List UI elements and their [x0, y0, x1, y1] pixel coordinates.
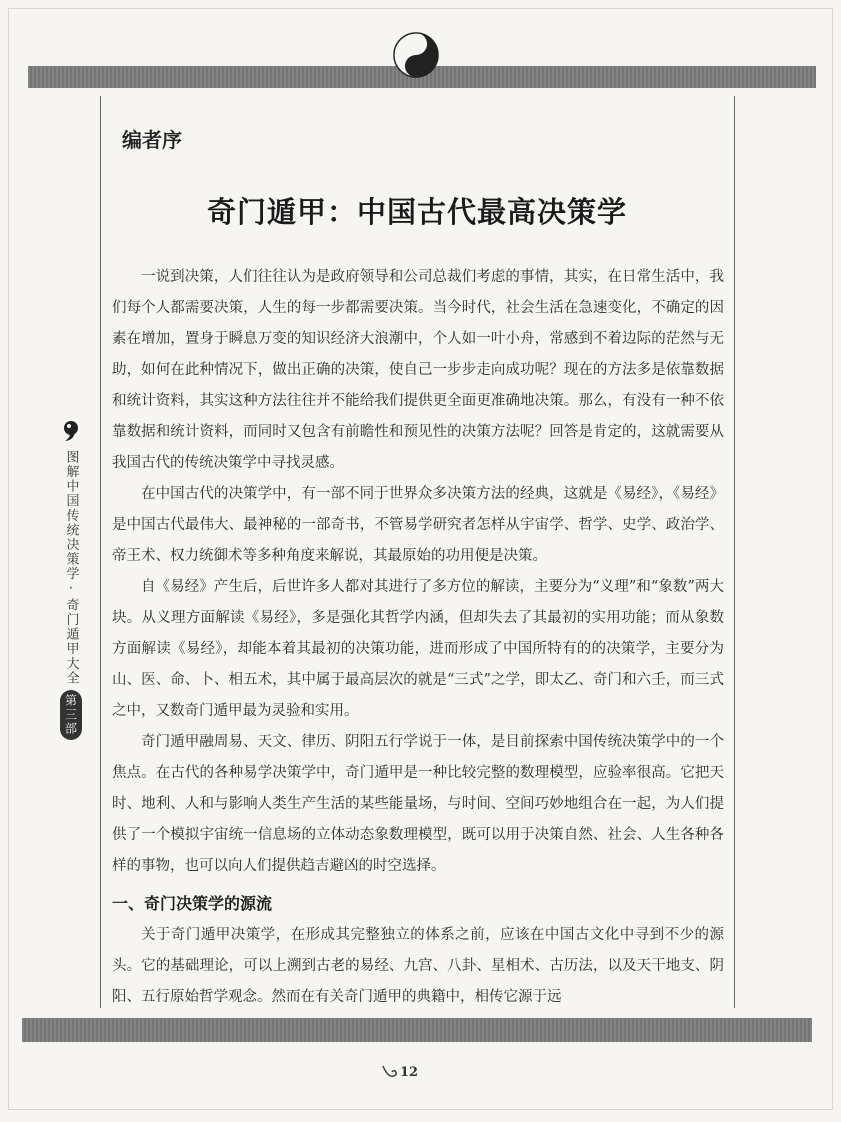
section-heading: 一、奇门决策学的源流 — [112, 894, 273, 913]
side-book-title — [58, 420, 84, 740]
volume-badge: 第三部 — [60, 690, 82, 740]
page-number-text: 12 — [400, 1064, 419, 1080]
frame-left-line — [100, 96, 101, 1008]
comma-swirl-icon — [61, 420, 81, 442]
paragraph: 在中国古代的决策学中，有一部不同于世界众多决策方法的经典，这就是《易经》，《易经》是中国古代最伟大、最神秘的一部奇书，不管易学研究者怎样从宇宙学、哲学、史学、政治学、帝王术、权力统御术等多种角度来解说，其最原始的功用便是决策。 — [112, 486, 724, 564]
body-text — [112, 262, 724, 1013]
footer-bar — [22, 1018, 812, 1042]
section-label: 编者序 — [122, 128, 182, 152]
paragraph: 关于奇门遁甲决策学，在形成其完整独立的体系之前，应该在中国古文化中寻到不少的源头。它的基础理论，可以上溯到古老的易经、九宫、八卦、星相术、古历法，以及天干地支、阴阳、五行原始哲学观念。然而在有关奇门遁甲的典籍中，相传它源于远 — [112, 927, 724, 1005]
swirl-ornament-icon — [382, 1064, 400, 1080]
paragraph: 奇门遁甲融周易、天文、律历、阴阳五行学说于一体，是目前探索中国传统决策学中的一个焦点。在古代的各种易学决策学中，奇门遁甲是一种比较完整的数理模型，应验率很高。它把天时、地利、人和与影响人类生产生活的某些能量场，与时间、空间巧妙地组合在一起，为人们提供了一个模拟宇宙统一信息场的立体动态象数理模型，既可以用于决策自然、社会、人生各种各样的事物，也可以向人们提供趋吉避凶的时空选择。 — [112, 734, 724, 874]
side-title-text: 图解中国传统决策学·奇门遁甲大全 — [63, 450, 79, 686]
yin-yang-icon — [393, 32, 439, 78]
paragraph: 自《易经》产生后，后世许多人都对其进行了多方位的解读，主要分为“义理”和“象数”两大块。从义理方面解读《易经》，多是强化其哲学内涵，但却失去了其最初的实用功能；而从象数方面解读《易经》，却能本着其最初的决策功能，进而形成了中国所特有的的决策学，主要分为山、医、命、卜、相五术，其中属于最高层次的就是“三式”之学，即太乙、奇门和六壬，而三式之中，又数奇门遁甲最为灵验和实用。 — [112, 579, 724, 719]
frame-right-line — [734, 96, 735, 1008]
page-number — [382, 1064, 418, 1080]
page-title: 奇门遁甲：中国古代最高决策学 — [206, 195, 627, 229]
paragraph: 一说到决策，人们往往认为是政府领导和公司总裁们考虑的事情，其实，在日常生活中，我们每个人都需要决策，人生的每一步都需要决策。当今时代，社会生活在急速变化，不确定的因素在增加，置身于瞬息万变的知识经济大浪潮中，个人如一叶小舟，常感到不着边际的茫然与无助，如何在此种情况下，做出正确的决策，使自己一步步走向成功呢？现在的方法多是依靠数据和统计资料，其实这种方法往往并不能给我们提供更全面更准确地决策。那么，有没有一种不依靠数据和统计资料，而同时又包含有前瞻性和预见性的决策方法呢？回答是肯定的，这就需要从我国古代的传统决策学中寻找灵感。 — [112, 269, 724, 471]
